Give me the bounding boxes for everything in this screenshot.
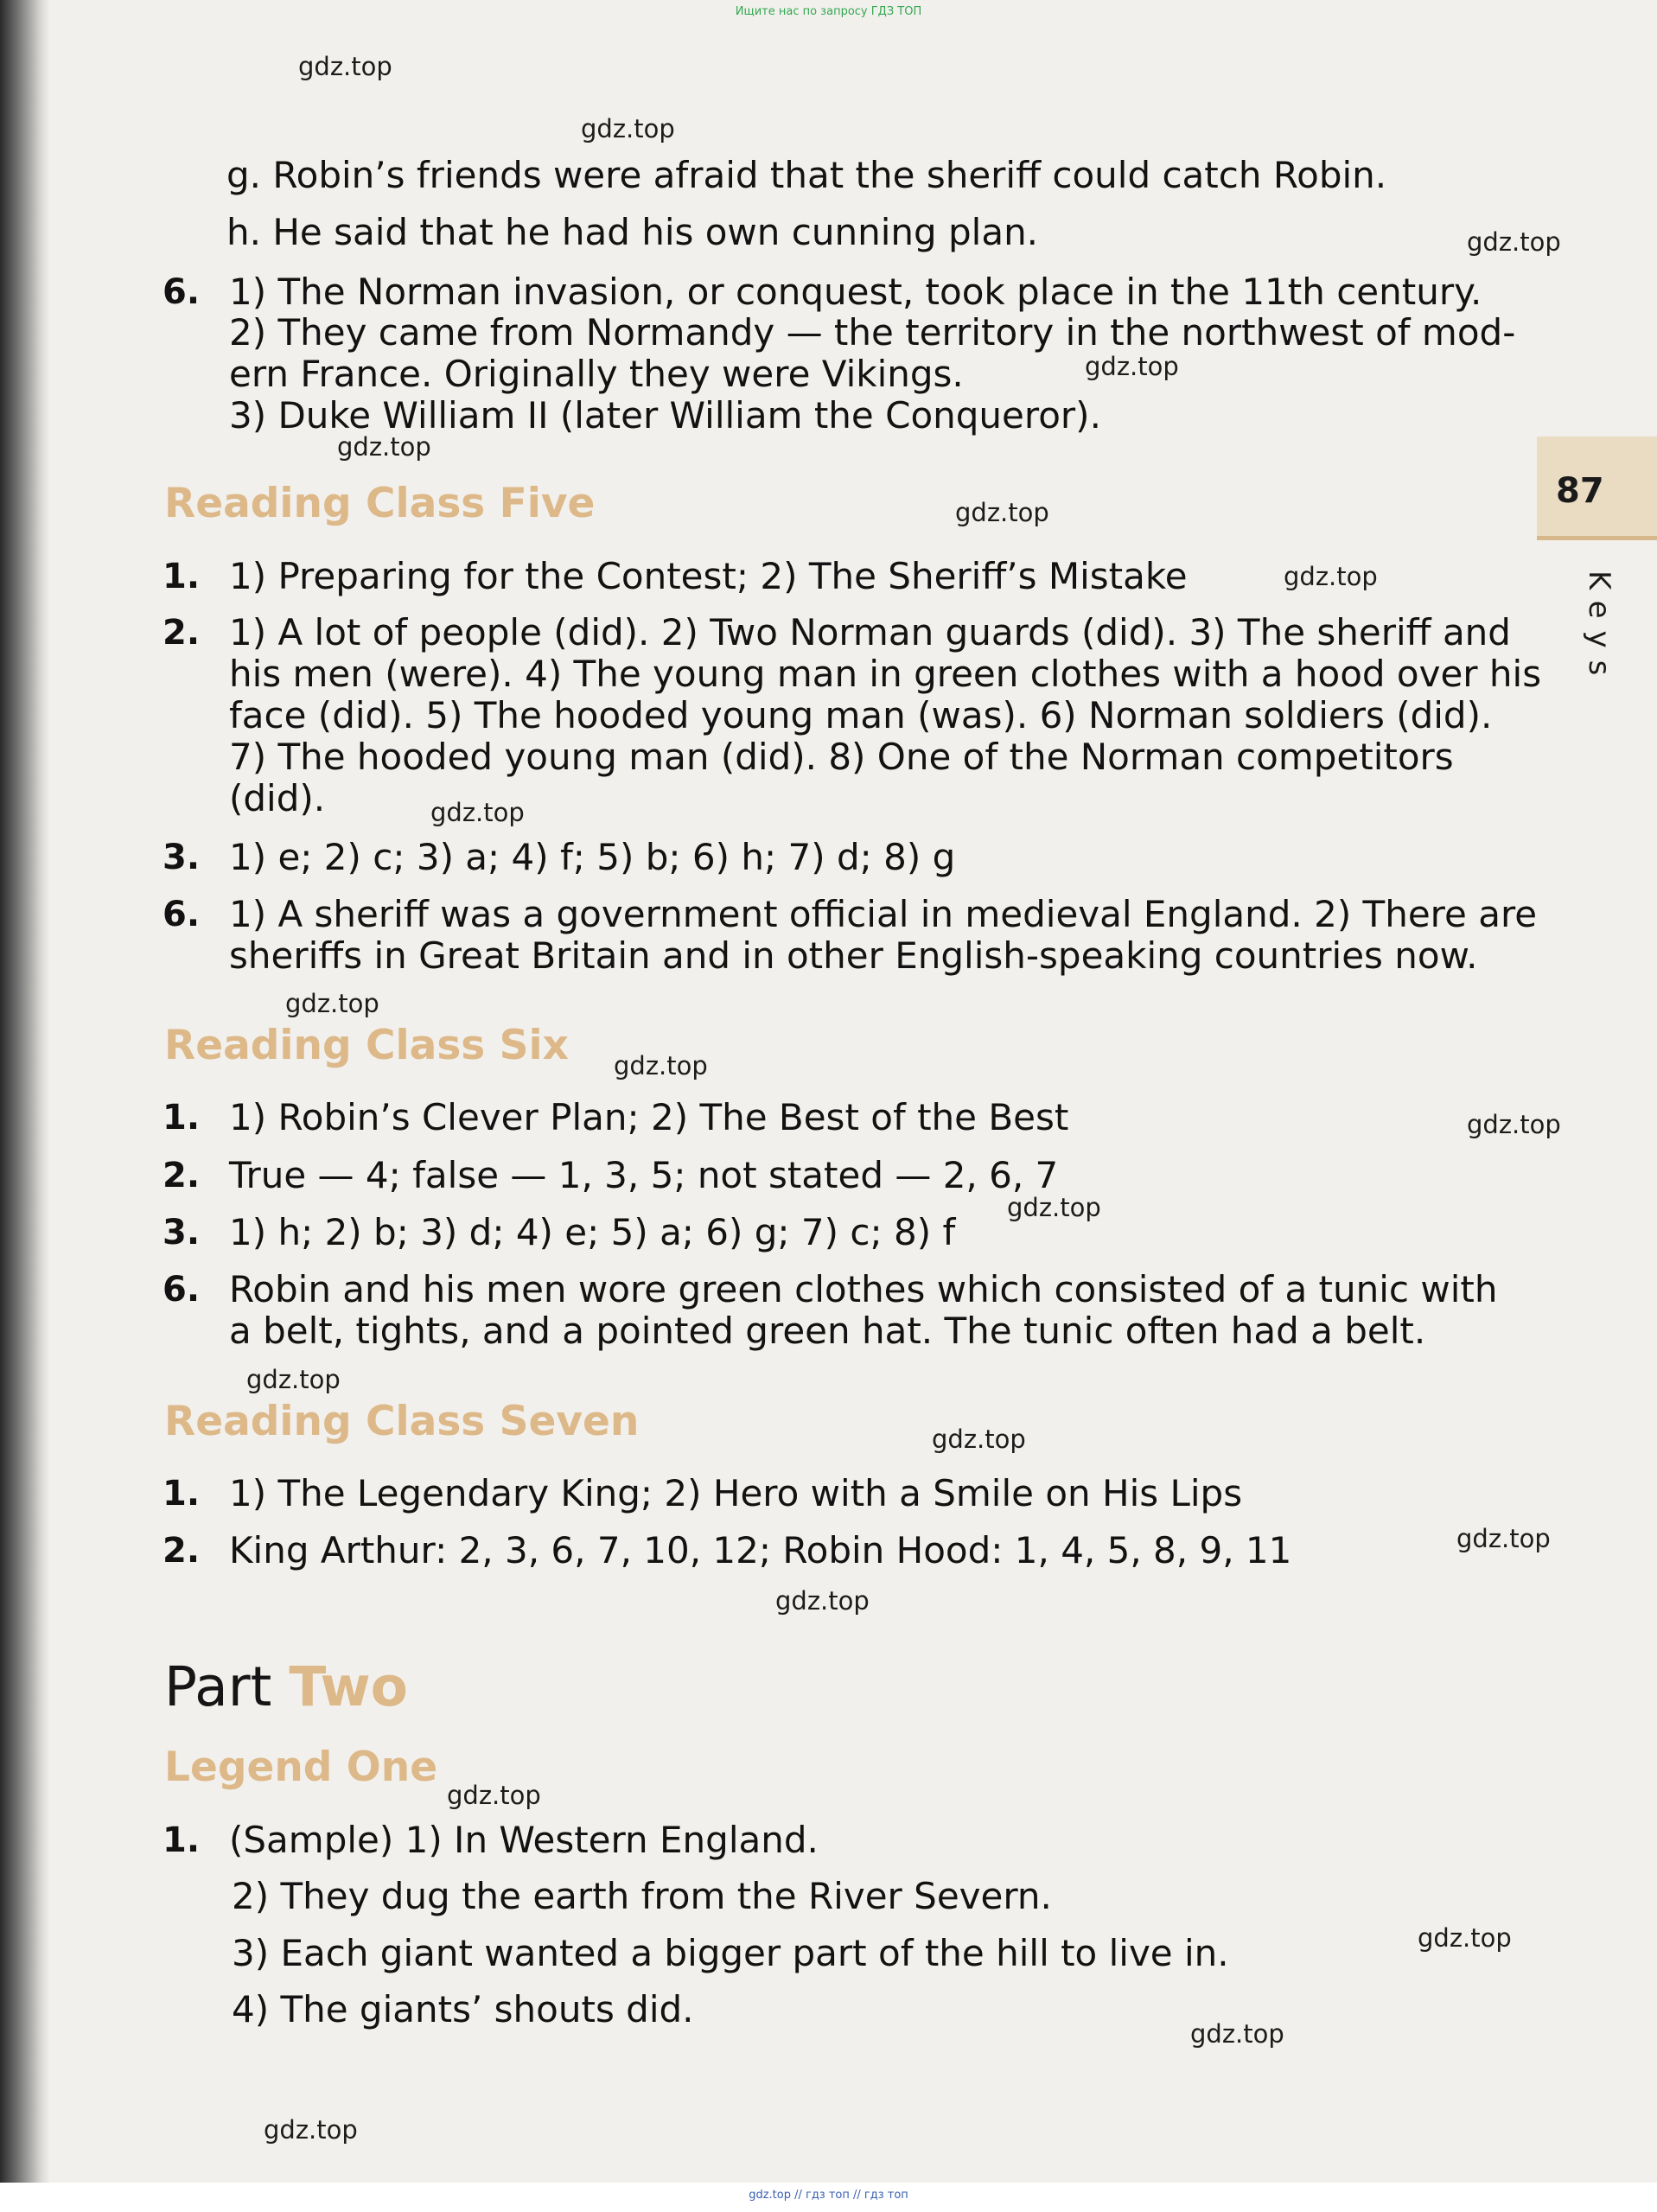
exercise-number: 2. [163,1531,201,1571]
answer-line-h: h. He said that he had his own cunning plan. [226,211,1039,253]
watermark: gdz.top [285,989,379,1018]
section-heading-class-seven: Reading Class Seven [164,1398,640,1445]
page-number: 87 [1556,471,1604,511]
answer-line: ern France. Originally they were Vikings. [229,353,964,395]
answer-line: 2) They came from Normandy — the territory in the northwest of mod- [229,311,1516,354]
watermark: gdz.top [614,1051,708,1081]
exercise-number: 1. [163,557,201,596]
answer-line: his men (were). 4) The young man in green clothes with a hood over his [229,653,1542,695]
answer-line: 1) A lot of people (did). 2) Two Norman guards (did). 3) The sheriff and [229,611,1511,653]
watermark: gdz.top [1467,227,1561,257]
exercise-number: 2. [163,1156,201,1195]
answer-line: a belt, tights, and a pointed green hat. The tunic often had a belt. [229,1310,1426,1352]
answer-line: 1) e; 2) c; 3) a; 4) f; 5) b; 6) h; 7) d; 8) g [229,836,956,878]
answer-line: King Arthur: 2, 3, 6, 7, 10, 12; Robin Hood: 1, 4, 5, 8, 9, 11 [229,1529,1292,1571]
exercise-number: 2. [163,613,201,653]
answer-line: (Sample) 1) In Western England. [229,1819,819,1861]
answer-line: 3) Duke William II (later William the Conqueror). [229,394,1101,437]
watermark: gdz.top [955,498,1049,527]
answer-line: True — 4; false — 1, 3, 5; not stated — 2, 6, 7 [229,1154,1059,1196]
watermark: gdz.top [1418,1923,1512,1953]
exercise-number: 1. [163,1820,201,1860]
exercise-number: 3. [163,1213,201,1253]
section-heading-class-six: Reading Class Six [164,1022,569,1069]
exercise-number: 1. [163,1098,201,1138]
answer-line: 1) Robin’s Clever Plan; 2) The Best of the Best [229,1096,1069,1138]
watermark: gdz.top [581,114,675,143]
answer-line: 1) The Norman invasion, or conquest, took place in the 11th century. [229,271,1482,313]
answer-line: 7) The hooded young man (did). 8) One of the Norman competitors [229,736,1454,778]
watermark: gdz.top [1456,1524,1551,1553]
watermark: gdz.top [264,2115,358,2145]
exercise-number: 3. [163,838,201,877]
watermark: gdz.top [1467,1110,1561,1139]
book-spine-shadow [0,0,50,2212]
answer-line-g: g. Robin’s friends were afraid that the sheriff could catch Robin. [226,154,1387,196]
watermark: gdz.top [337,432,431,462]
section-heading-legend-one: Legend One [164,1743,438,1791]
watermark: gdz.top [1190,2019,1284,2049]
exercise-number: 1. [163,1474,201,1514]
top-search-hint[interactable]: Ищите нас по запросу ГДЗ ТОП [735,5,922,18]
watermark: gdz.top [1007,1193,1101,1222]
exercise-number: 6. [163,1270,201,1310]
part-title [164,1655,408,1718]
answer-line: 4) The giants’ shouts did. [232,1988,694,2030]
answer-line: face (did). 5) The hooded young man (was). 6) Norman soldiers (did). [229,694,1493,736]
side-tab-rule [1537,536,1657,540]
answer-line: 1) The Legendary King; 2) Hero with a Smile on His Lips [229,1472,1243,1514]
section-heading-class-five: Reading Class Five [164,480,596,527]
answer-line: 1) Preparing for the Contest; 2) The Sheriff’s Mistake [229,555,1188,597]
bleed-through [1452,160,1651,1457]
answer-line: (did). [229,777,326,819]
answer-line: 2) They dug the earth from the River Severn. [232,1875,1052,1917]
section-label: Keys [1582,571,1616,688]
watermark: gdz.top [430,798,525,827]
exercise-number: 6. [163,895,201,934]
footer-links[interactable]: gdz.top // гдз топ // гдз топ [749,2189,908,2202]
answer-line: Robin and his men wore green clothes which consisted of a tunic with [229,1268,1498,1310]
watermark: gdz.top [298,52,392,81]
part-word: Part [164,1655,272,1718]
answer-line: sheriffs in Great Britain and in other English-speaking countries now. [229,934,1478,977]
answer-line: 3) Each giant wanted a bigger part of the hill to live in. [232,1932,1229,1974]
part-number-word: Two [289,1655,408,1718]
watermark: gdz.top [932,1425,1026,1454]
watermark: gdz.top [1085,352,1179,381]
watermark: gdz.top [246,1365,341,1394]
exercise-number: 6. [163,272,201,312]
answer-line: 1) A sheriff was a government official in medieval England. 2) There are [229,893,1538,935]
watermark: gdz.top [775,1586,870,1616]
watermark: gdz.top [447,1781,541,1810]
watermark: gdz.top [1284,562,1378,591]
answer-line: 1) h; 2) b; 3) d; 4) e; 5) a; 6) g; 7) c; 8) f [229,1211,956,1253]
